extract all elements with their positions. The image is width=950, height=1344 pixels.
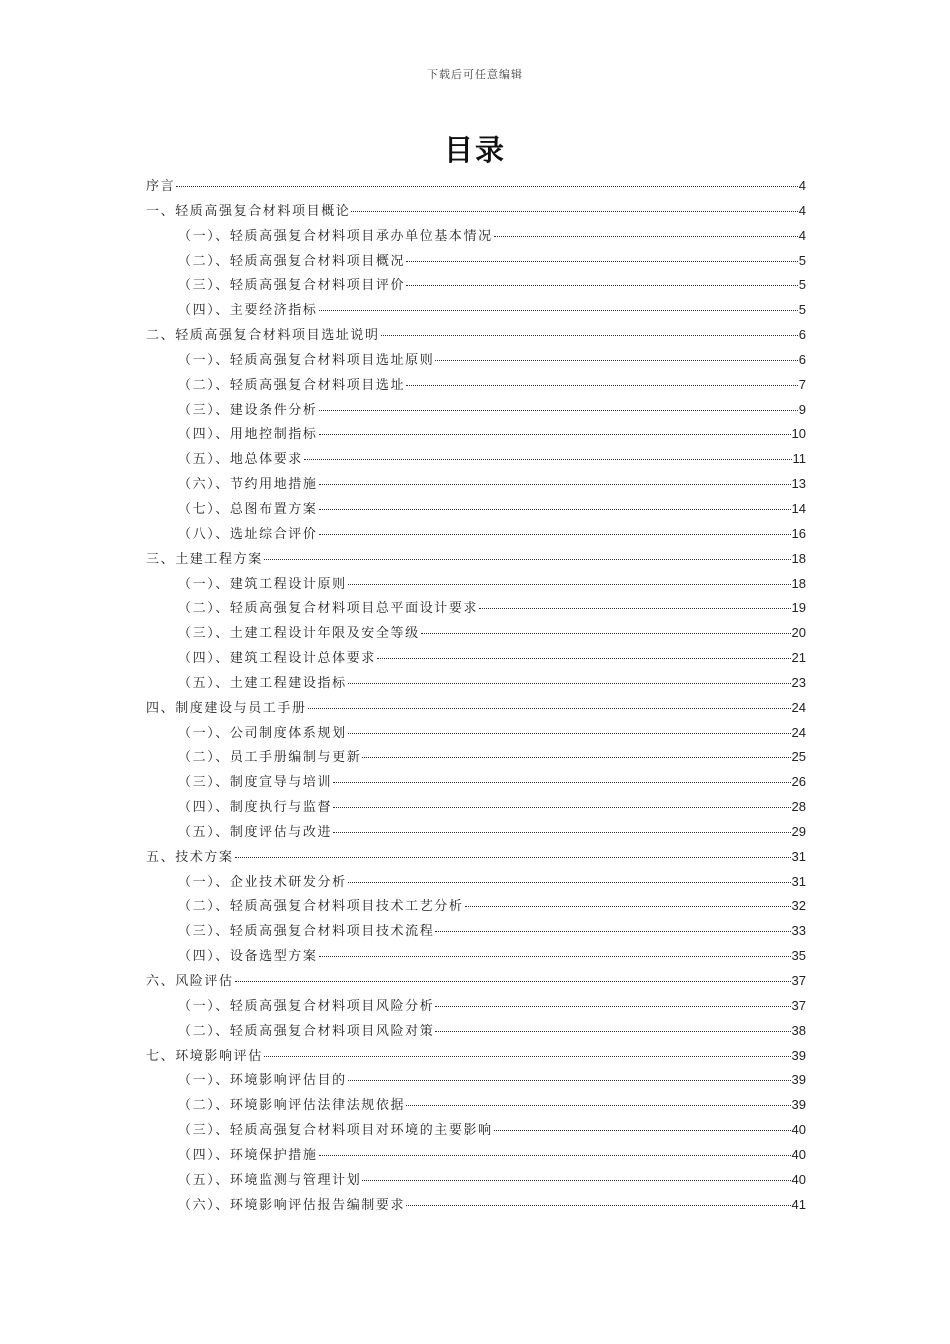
toc-entry[interactable] (146, 273, 806, 298)
toc-dot-leader (435, 1006, 790, 1007)
toc-dot-leader (348, 584, 791, 585)
toc-entry-text: （二）、轻质高强复合材料项目风险对策 (178, 1023, 435, 1039)
toc-dot-leader (319, 484, 791, 485)
toc-entry[interactable] (146, 422, 806, 447)
toc-entry-text: （三）、建设条件分析 (178, 402, 318, 418)
toc-entry[interactable] (146, 969, 806, 994)
toc-dot-leader (333, 832, 790, 833)
toc-entry-page-number: 41 (791, 1196, 806, 1212)
toc-dot-leader (421, 633, 791, 634)
toc-entry-text: （一）、建筑工程设计原则 (178, 576, 347, 592)
toc-entry-text: （五）、制度评估与改进 (178, 824, 333, 840)
toc-dot-leader (264, 1056, 791, 1057)
toc-entry-text: （二）、轻质高强复合材料项目总平面设计要求 (178, 601, 479, 617)
table-of-contents (146, 174, 806, 1217)
toc-dot-leader (176, 186, 798, 187)
toc-entry-page-number: 24 (791, 699, 806, 715)
toc-entry-page-number: 9 (798, 401, 806, 417)
toc-entry[interactable] (146, 820, 806, 845)
toc-entry-text: （四）、设备选型方案 (178, 949, 318, 965)
toc-dot-leader (479, 608, 790, 609)
toc-dot-leader (362, 757, 790, 758)
toc-dot-leader (319, 1155, 791, 1156)
toc-entry[interactable] (146, 1019, 806, 1044)
toc-dot-leader (264, 559, 791, 560)
toc-entry-page-number: 14 (791, 500, 806, 516)
toc-entry[interactable] (146, 323, 806, 348)
toc-entry-page-number: 24 (791, 724, 806, 740)
toc-entry-page-number: 5 (798, 277, 806, 293)
toc-entry[interactable] (146, 174, 806, 199)
toc-entry[interactable] (146, 671, 806, 696)
toc-entry-text: （六）、环境影响评估报告编制要求 (178, 1197, 406, 1213)
toc-entry-page-number: 13 (791, 476, 806, 492)
toc-entry-page-number: 19 (791, 600, 806, 616)
toc-entry-text: （八）、选址综合评价 (178, 526, 318, 542)
toc-entry-text: （四）、主要经济指标 (178, 303, 318, 319)
toc-dot-leader (377, 658, 791, 659)
toc-entry-text: 三、土建工程方案 (146, 551, 263, 567)
toc-entry-page-number: 37 (791, 997, 806, 1013)
toc-entry-page-number: 6 (798, 351, 806, 367)
toc-entry-text: （二）、轻质高强复合材料项目选址 (178, 377, 406, 393)
toc-entry-text: （二）、环境影响评估法律法规依据 (178, 1098, 406, 1114)
toc-entry[interactable] (146, 522, 806, 547)
toc-entry-page-number: 5 (798, 302, 806, 318)
toc-entry-page-number: 29 (791, 823, 806, 839)
toc-entry-text: （三）、制度宣导与培训 (178, 775, 333, 791)
toc-entry-page-number: 40 (791, 1146, 806, 1162)
toc-entry-text: （七）、总图布置方案 (178, 501, 318, 517)
toc-entry-text: （三）、土建工程设计年限及安全等级 (178, 626, 420, 642)
toc-entry[interactable] (146, 919, 806, 944)
toc-entry-text: （四）、用地控制指标 (178, 427, 318, 443)
toc-entry[interactable] (146, 696, 806, 721)
toc-entry[interactable] (146, 795, 806, 820)
toc-entry[interactable] (146, 1118, 806, 1143)
toc-entry-page-number: 18 (791, 575, 806, 591)
toc-entry[interactable] (146, 472, 806, 497)
toc-entry-text: 二、轻质高强复合材料项目选址说明 (146, 328, 380, 344)
toc-entry-text: （一）、轻质高强复合材料项目风险分析 (178, 998, 435, 1014)
toc-dot-leader (304, 459, 792, 460)
toc-entry-text: （二）、员工手册编制与更新 (178, 750, 362, 766)
toc-entry-page-number: 5 (798, 252, 806, 268)
toc-entry[interactable] (146, 398, 806, 423)
toc-entry-text: （五）、地总体要求 (178, 452, 303, 468)
toc-entry-page-number: 25 (791, 749, 806, 765)
toc-entry[interactable] (146, 621, 806, 646)
toc-entry-page-number: 7 (798, 376, 806, 392)
toc-dot-leader (319, 410, 798, 411)
toc-entry-page-number: 21 (791, 650, 806, 666)
toc-entry-page-number: 35 (791, 948, 806, 964)
toc-entry[interactable] (146, 1093, 806, 1118)
toc-dot-leader (351, 211, 797, 212)
toc-entry-page-number: 33 (791, 923, 806, 939)
toc-entry[interactable] (146, 721, 806, 746)
toc-entry[interactable] (146, 596, 806, 621)
toc-entry-page-number: 18 (791, 550, 806, 566)
toc-entry-text: （四）、建筑工程设计总体要求 (178, 651, 376, 667)
toc-entry-page-number: 4 (798, 227, 806, 243)
toc-entry-page-number: 39 (791, 1047, 806, 1063)
toc-entry-page-number: 16 (791, 525, 806, 541)
toc-dot-leader (435, 360, 797, 361)
toc-entry-text: （三）、轻质高强复合材料项目评价 (178, 278, 406, 294)
toc-entry-text: 五、技术方案 (146, 849, 234, 865)
toc-dot-leader (362, 1180, 790, 1181)
toc-entry-text: 一、轻质高强复合材料项目概论 (146, 203, 351, 219)
toc-dot-leader (319, 956, 791, 957)
toc-entry-text: （三）、轻质高强复合材料项目对环境的主要影响 (178, 1123, 493, 1139)
toc-entry[interactable] (146, 572, 806, 597)
toc-entry-text: 序言 (146, 179, 176, 194)
toc-entry[interactable] (146, 894, 806, 919)
toc-entry-text: 六、风险评估 (146, 974, 234, 989)
toc-entry[interactable] (146, 1193, 806, 1218)
toc-dot-leader (319, 509, 791, 510)
toc-entry[interactable] (146, 497, 806, 522)
toc-entry-page-number: 28 (791, 799, 806, 815)
toc-entry-page-number: 4 (798, 178, 806, 193)
toc-entry[interactable] (146, 199, 806, 224)
toc-dot-leader (319, 534, 791, 535)
toc-entry-page-number: 37 (791, 973, 806, 988)
toc-entry[interactable] (146, 298, 806, 323)
toc-entry-text: 四、制度建设与员工手册 (146, 700, 307, 716)
toc-entry-text: （一）、环境影响评估目的 (178, 1073, 347, 1089)
toc-dot-leader (494, 236, 798, 237)
toc-entry[interactable] (146, 447, 806, 472)
toc-entry-page-number: 6 (798, 327, 806, 343)
toc-dot-leader (406, 1105, 790, 1106)
toc-dot-leader (308, 708, 791, 709)
toc-entry-page-number: 31 (791, 848, 806, 864)
toc-entry-text: （一）、公司制度体系规划 (178, 725, 347, 741)
toc-dot-leader (348, 1080, 791, 1081)
toc-dot-leader (333, 807, 790, 808)
toc-dot-leader (494, 1130, 791, 1131)
toc-dot-leader (235, 981, 791, 982)
toc-entry-text: （一）、轻质高强复合材料项目承办单位基本情况 (178, 228, 493, 244)
toc-entry[interactable] (146, 745, 806, 770)
toc-entry[interactable] (146, 870, 806, 895)
toc-entry-text: 七、环境影响评估 (146, 1048, 263, 1064)
toc-dot-leader (406, 261, 798, 262)
toc-entry-page-number: 39 (791, 1072, 806, 1088)
toc-entry[interactable] (146, 770, 806, 795)
toc-entry[interactable] (146, 845, 806, 870)
toc-entry-text: （二）、轻质高强复合材料项目技术工艺分析 (178, 899, 464, 915)
toc-dot-leader (235, 857, 791, 858)
toc-dot-leader (435, 1031, 790, 1032)
toc-entry-text: （四）、环境保护措施 (178, 1147, 318, 1163)
toc-entry[interactable] (146, 1168, 806, 1193)
toc-entry-page-number: 23 (791, 674, 806, 690)
toc-dot-leader (406, 385, 798, 386)
toc-entry-page-number: 10 (791, 426, 806, 442)
toc-entry-page-number: 40 (791, 1171, 806, 1187)
toc-dot-leader (319, 434, 791, 435)
toc-entry[interactable] (146, 944, 806, 969)
toc-entry[interactable] (146, 994, 806, 1019)
toc-entry[interactable] (146, 1044, 806, 1069)
toc-entry-page-number: 4 (798, 202, 806, 218)
toc-entry-text: （五）、环境监测与管理计划 (178, 1172, 362, 1188)
toc-dot-leader (406, 1205, 790, 1206)
toc-dot-leader (406, 285, 798, 286)
toc-entry-page-number: 38 (791, 1022, 806, 1038)
toc-entry-page-number: 20 (791, 625, 806, 641)
toc-entry-text: （二）、轻质高强复合材料项目概况 (178, 253, 406, 269)
toc-dot-leader (435, 931, 790, 932)
toc-entry-text: （一）、企业技术研发分析 (178, 874, 347, 890)
toc-entry-text: （四）、制度执行与监督 (178, 800, 333, 816)
toc-entry-page-number: 11 (792, 451, 806, 467)
toc-dot-leader (333, 782, 790, 783)
toc-entry[interactable] (146, 1143, 806, 1168)
toc-entry-text: （三）、轻质高强复合材料项目技术流程 (178, 924, 435, 940)
toc-dot-leader (348, 683, 791, 684)
toc-dot-leader (319, 310, 798, 311)
toc-entry-page-number: 32 (791, 898, 806, 914)
toc-entry[interactable] (146, 373, 806, 398)
toc-entry-page-number: 40 (791, 1122, 806, 1138)
toc-entry-page-number: 26 (791, 774, 806, 790)
toc-entry[interactable] (146, 646, 806, 671)
toc-entry[interactable] (146, 1068, 806, 1093)
toc-entry[interactable] (146, 348, 806, 373)
toc-entry[interactable] (146, 224, 806, 249)
toc-dot-leader (348, 733, 791, 734)
toc-entry-text: （六）、节约用地措施 (178, 477, 318, 493)
toc-entry-page-number: 31 (791, 873, 806, 889)
toc-entry[interactable] (146, 249, 806, 274)
toc-entry[interactable] (146, 547, 806, 572)
toc-entry-page-number: 39 (791, 1097, 806, 1113)
toc-dot-leader (348, 882, 791, 883)
toc-entry-text: （五）、土建工程建设指标 (178, 675, 347, 691)
toc-entry-text: （一）、轻质高强复合材料项目选址原则 (178, 352, 435, 368)
toc-dot-leader (465, 906, 791, 907)
toc-dot-leader (381, 335, 798, 336)
toc-title: 目录 (443, 133, 506, 167)
page-header: 下载后可任意编辑 (427, 68, 523, 81)
